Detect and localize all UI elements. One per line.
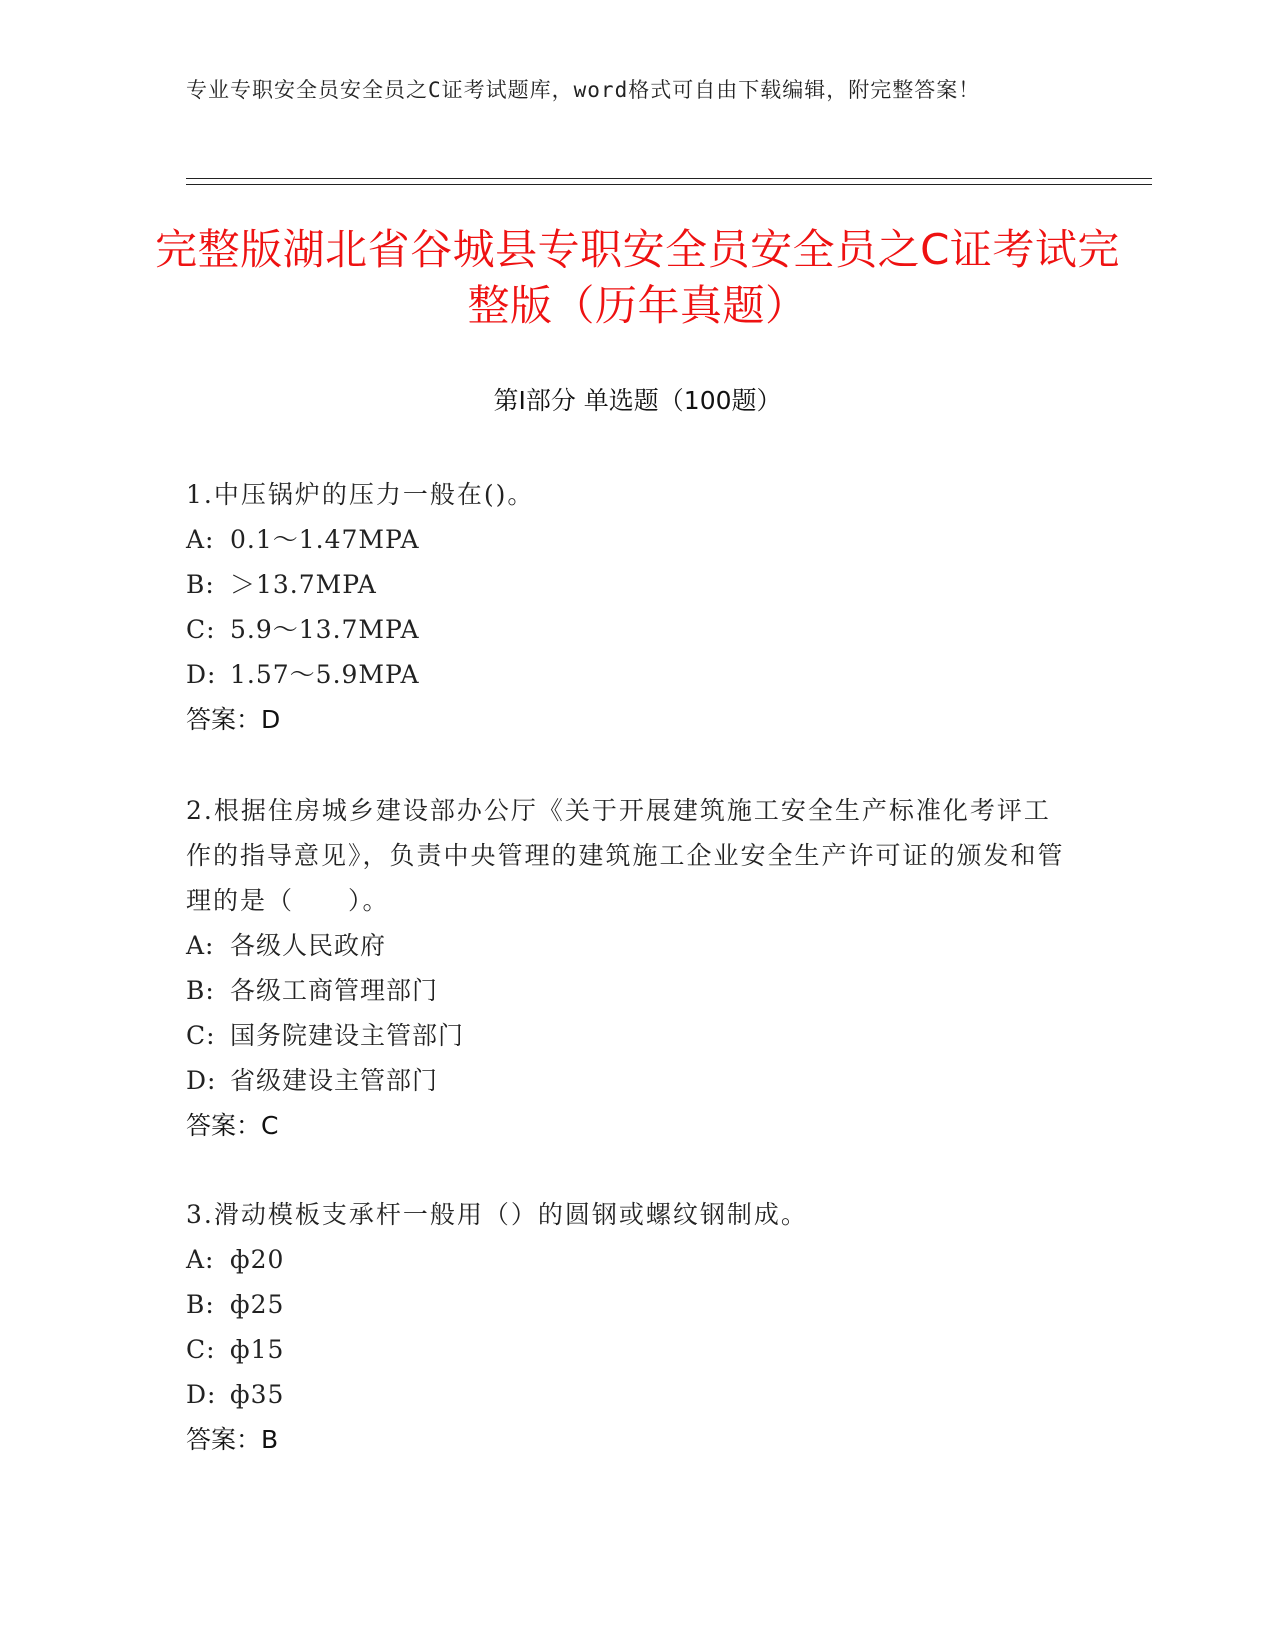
question-stem: 3.滑动模板支承杆一般用（）的圆钢或螺纹钢制成。 — [186, 1200, 808, 1229]
option-d — [186, 1372, 1066, 1417]
option-d — [186, 1058, 1066, 1103]
option-letter: A: — [186, 931, 215, 960]
option-a — [186, 1237, 1066, 1282]
question-item — [186, 472, 1066, 742]
option-d — [186, 652, 1066, 697]
header-divider-bottom — [186, 184, 1152, 185]
option-letter: C: — [186, 615, 216, 644]
answer-line: 答案：B — [186, 1425, 279, 1454]
header-divider-top — [186, 178, 1152, 179]
option-letter: D: — [186, 660, 217, 689]
option-letter: C: — [186, 1021, 216, 1050]
option-b — [186, 1282, 1066, 1327]
option-text: 5.9～13.7MPA — [230, 615, 420, 644]
option-text: 各级人民政府 — [230, 931, 387, 960]
option-b — [186, 968, 1066, 1013]
option-c — [186, 1327, 1066, 1372]
question-stem: 1.中压锅炉的压力一般在()。 — [186, 480, 535, 509]
answer-line: 答案：C — [186, 1111, 279, 1140]
option-text: 各级工商管理部门 — [230, 976, 439, 1005]
option-letter: D: — [186, 1066, 217, 1095]
document-title: 完整版湖北省谷城县专职安全员安全员之C证考试完整版（历年真题） — [155, 225, 1120, 330]
option-letter: C: — [186, 1335, 216, 1364]
option-c — [186, 1013, 1066, 1058]
option-c — [186, 607, 1066, 652]
option-letter: A: — [186, 1245, 215, 1274]
option-a — [186, 517, 1066, 562]
option-text: 0.1～1.47MPA — [230, 525, 420, 554]
header-note: 专业专职安全员安全员之C证考试题库，word格式可自由下载编辑，附完整答案！ — [186, 78, 981, 102]
option-letter: D: — [186, 1380, 217, 1409]
answer-line: 答案：D — [186, 705, 281, 734]
option-b — [186, 562, 1066, 607]
option-letter: B: — [186, 976, 215, 1005]
option-text: ф15 — [230, 1335, 285, 1364]
option-text: ф35 — [230, 1380, 285, 1409]
option-text: 国务院建设主管部门 — [230, 1021, 465, 1050]
question-item — [186, 788, 1066, 1148]
option-text: ＞13.7MPA — [230, 570, 377, 599]
option-letter: B: — [186, 1290, 215, 1319]
option-text: ф25 — [230, 1290, 285, 1319]
option-a — [186, 923, 1066, 968]
question-item — [186, 1192, 1066, 1462]
option-letter: B: — [186, 570, 215, 599]
section-heading: 第Ⅰ部分 单选题（100题） — [493, 386, 782, 415]
option-text: 1.57～5.9MPA — [230, 660, 420, 689]
option-text: 省级建设主管部门 — [230, 1066, 439, 1095]
option-text: ф20 — [230, 1245, 285, 1274]
option-letter: A: — [186, 525, 215, 554]
question-stem: 2.根据住房城乡建设部办公厅《关于开展建筑施工安全生产标准化考评工作的指导意见》，负责中央管理的建筑施工企业安全生产许可证的颁发和管理的是（ ）。 — [186, 796, 1065, 915]
